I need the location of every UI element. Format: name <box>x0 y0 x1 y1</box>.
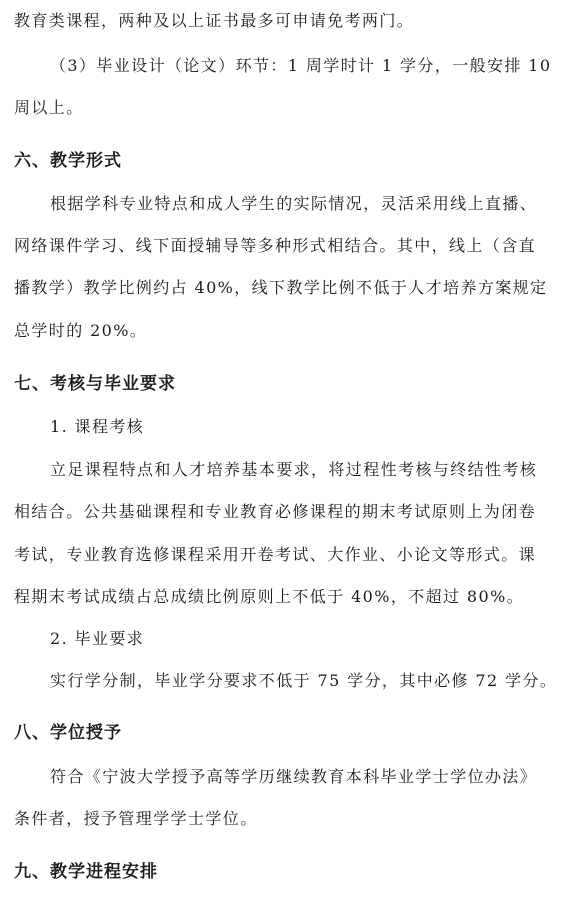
paragraph-line: 播教学）教学比例约占 40%，线下教学比例不低于人才培养方案规定 <box>14 278 548 297</box>
section-heading: 九、教学进程安排 <box>14 862 158 882</box>
paragraph-line: 考试，专业教育选修课程采用开卷考试、大作业、小论文等形式。课 <box>14 545 537 564</box>
section-heading: 七、考核与毕业要求 <box>14 374 176 394</box>
paragraph-line: 总学时的 20%。 <box>14 321 148 340</box>
paragraph-line: 根据学科专业特点和成人学生的实际情况，灵活采用线上直播、 <box>50 194 538 213</box>
paragraph-line: 实行学分制，毕业学分要求不低于 75 学分，其中必修 72 学分。 <box>50 671 558 690</box>
paragraph-line: 条件者，授予管理学学士学位。 <box>14 809 258 828</box>
subsection-heading: 1. 课程考核 <box>50 417 145 436</box>
paragraph-line: 教育类课程，两种及以上证书最多可申请免考两门。 <box>14 11 415 30</box>
paragraph-line: 符合《宁波大学授予高等学历继续教育本科毕业学士学位办法》 <box>50 767 538 786</box>
paragraph-line: 周以上。 <box>14 98 84 117</box>
paragraph-line: 立足课程特点和人才培养基本要求，将过程性考核与终结性考核 <box>50 460 538 479</box>
paragraph-line: 相结合。公共基础课程和专业教育必修课程的期末考试原则上为闭卷 <box>14 502 537 521</box>
paragraph-line: （3）毕业设计（论文）环节：1 周学时计 1 学分，一般安排 10 <box>50 56 552 75</box>
paragraph-line: 程期末考试成绩占总成绩比例原则上不低于 40%，不超过 80%。 <box>14 587 525 606</box>
section-heading: 六、教学形式 <box>14 151 122 171</box>
subsection-heading: 2. 毕业要求 <box>50 629 145 648</box>
paragraph-line: 网络课件学习、线下面授辅导等多种形式相结合。其中，线上（含直 <box>14 236 537 255</box>
section-heading: 八、学位授予 <box>14 723 122 743</box>
